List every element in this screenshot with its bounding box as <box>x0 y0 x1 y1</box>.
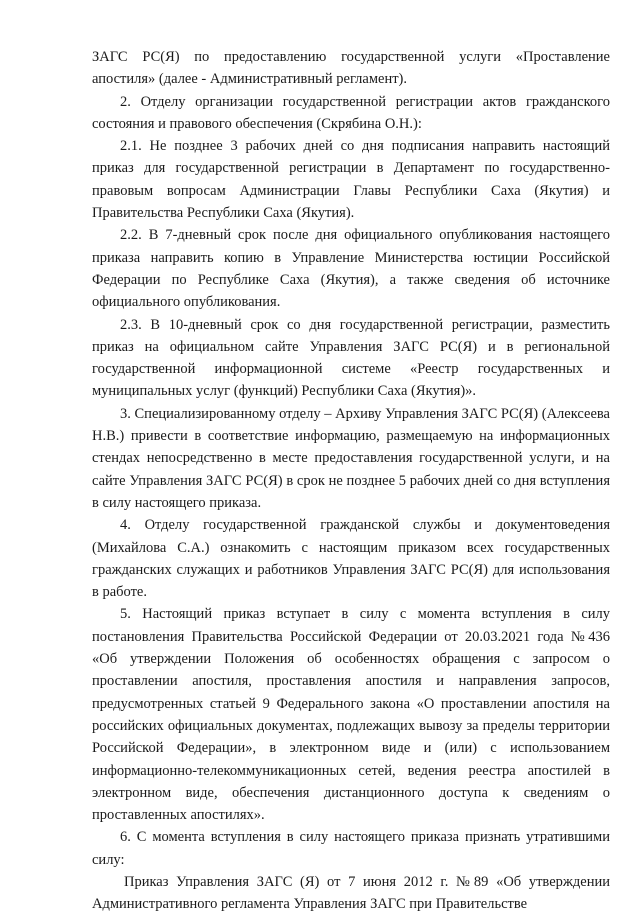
paragraph-item-2: 2. Отделу организации государственной регистрации актов гражданского состояния и правового обеспечения (Скрябина О.Н.): <box>92 93 610 132</box>
paragraph-item-4: 4. Отделу государственной гражданской службы и документоведения (Михайлова С.А.) ознакомить с настоящим приказом всех государственных гражданских служащих и работников Управления ЗАГС РС(Я) для использования в работе. <box>92 517 610 601</box>
paragraph-item-5: 5. Настоящий приказ вступает в силу с момента вступления в силу постановления Правительства Российской Федерации от 20.03.2021 года №436 «Об утверждении Положения об особенностях обращения с запросом о проставлении апостиля, проставления апостиля и направления запросов, предусмотренных статьей 9 Федерального закона «О проставлении апостиля на российских официальных документах, подлежащих вывозу за пределы территории Российской Федерации», в электронном виде и (или) с использованием информационно-телекоммуникационных сетей, ведения реестра апостилей в электронном виде, обеспечения дистанционного доступа к сведениям о проставленных апостилях». <box>92 606 610 824</box>
paragraph-item-6: 6. С момента вступления в силу настоящего приказа признать утратившими силу: <box>92 829 610 868</box>
paragraph-repealed-order: Приказ Управления ЗАГС (Я) от 7 июня 2012 г. №89 «Об утверждении Административного регламента Управления ЗАГС при Правительстве <box>92 873 610 913</box>
paragraph-item-2-3: 2.3. В 10-дневный срок со дня государственной регистрации, разместить приказ на официальном сайте Управления ЗАГС РС(Я) и в региональной государственной информационной системе «Реестр государственных и муниципальных услуг (функций) Республики Саха (Якутия)». <box>92 316 610 400</box>
document-body <box>92 46 610 916</box>
paragraph-regulation-continuation: ЗАГС РС(Я) по предоставлению государственной услуги «Проставление апостиля» (далее - Административный регламент). <box>92 49 610 88</box>
paragraph-item-3: 3. Специализированному отделу – Архиву Управления ЗАГС РС(Я) (Алексеева Н.В.) привести в соответствие информацию, размещаемую на информационных стендах непосредственно в месте предоставления государственной услуги, и на сайте Управления ЗАГС РС(Я) в срок не позднее 5 рабочих дней со дня вступления в силу настоящего приказа. <box>92 405 610 511</box>
paragraph-item-2-2: 2.2. В 7-дневный срок после дня официального опубликования настоящего приказа направить копию в Управление Министерства юстиции Российской Федерации по Республике Саха (Якутия), а также сведения об источнике официального опубликования. <box>92 227 610 311</box>
paragraph-item-2-1: 2.1. Не позднее 3 рабочих дней со дня подписания направить настоящий приказ для государственной регистрации в Департамент по государственно-правовым вопросам Администрации Главы Республики Саха (Якутия) и Правительства Республики Саха (Якутия). <box>92 138 610 222</box>
